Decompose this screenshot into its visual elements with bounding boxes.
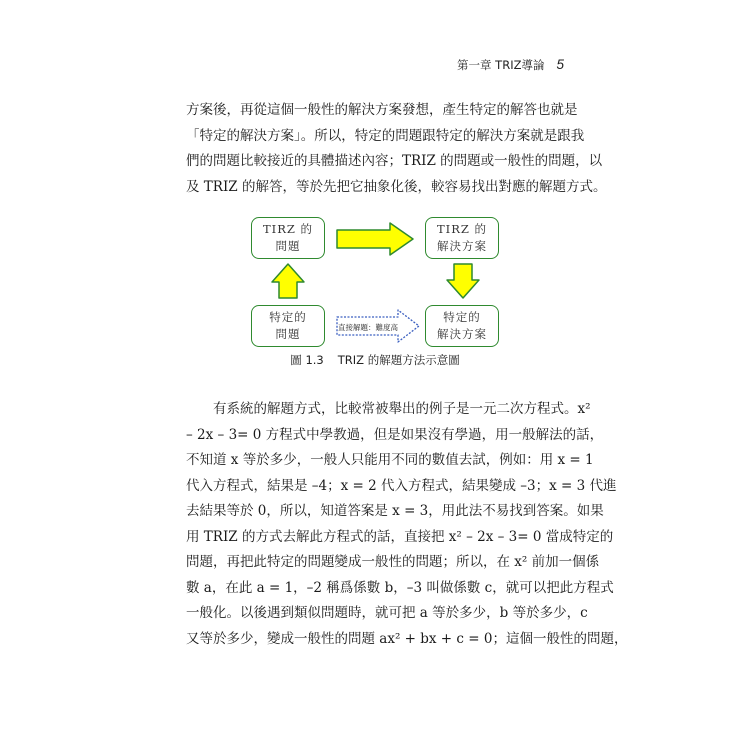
direct-solve-arrow-icon [336, 309, 420, 343]
paragraph-line: 及 TRIZ 的解答，等於先把它抽象化後，較容易找出對應的解題方式。 [186, 178, 607, 195]
paragraph-line: 數 a，在此 a = 1，–2 稱爲係數 b，–3 叫做係數 c，就可以把此方程式 [186, 579, 614, 596]
paragraph-line: 不知道 x 等於多少，一般人只能用不同的數值去試，例如：用 x = 1 [186, 452, 594, 468]
triz-solution-box [425, 217, 499, 259]
box-label-line2: 問題 [275, 239, 301, 253]
paragraph-line: 又等於多少，變成一般性的問題 ax² + bx + c = 0；這個一般性的問題， [186, 630, 628, 647]
box-label-line1: TIRZ 的 [262, 222, 314, 236]
direct-solve-label: 直接解題：難度高 [338, 323, 398, 332]
box-label-line2: 解決方案 [437, 327, 487, 341]
caption-text: TRIZ 的解題方法示意圖 [337, 353, 460, 367]
figure-caption [0, 352, 750, 368]
box-label-line1: 特定的 [269, 310, 307, 324]
specific-solution-box [425, 305, 499, 347]
paragraph-line: 一般化。以後遇到類似問題時，就可把 a 等於多少，b 等於多少，c [186, 605, 588, 621]
down-arrow-icon [446, 263, 480, 299]
page-number: 5 [556, 57, 564, 72]
paragraph-line: 代入方程式，結果是 –4；x = 2 代入方程式，結果變成 –3；x = 3 代進 [186, 477, 617, 494]
box-label-line1: TIRZ 的 [436, 222, 488, 236]
paragraph-line: 方案後，再從這個一般性的解決方案發想，產生特定的解答也就是 [186, 102, 578, 118]
paragraph-line: 「特定的解決方案」。所以，特定的問題跟特定的解決方案就是跟我 [186, 127, 585, 144]
caption-number: 圖 1.3 [290, 353, 324, 367]
chapter-title: 第一章 TRIZ導論 [457, 58, 545, 72]
paragraph-line: 問題，再把此特定的問題變成一般性的問題；所以，在 x² 前加一個係 [186, 554, 600, 570]
box-label-line2: 問題 [275, 327, 301, 341]
specific-problem-box [251, 305, 325, 347]
box-label-line2: 解決方案 [437, 239, 487, 253]
triz-problem-box [251, 217, 325, 259]
paragraph-line: 去結果等於 0，所以，知道答案是 x = 3，用此法不易找到答案。如果 [186, 503, 604, 519]
paragraph-line: 用 TRIZ 的方式去解此方程式的話，直接把 x² – 2x – 3= 0 當成特定的 [186, 528, 614, 545]
paragraph-line: 們的問題比較接近的具體描述內容；TRIZ 的問題或一般性的問題，以 [186, 153, 603, 169]
box-label-line1: 特定的 [443, 310, 481, 324]
paragraph-2 [186, 397, 628, 652]
up-arrow-icon [271, 263, 305, 299]
right-arrow-icon [336, 222, 414, 256]
running-header [457, 57, 564, 73]
paragraph-1 [186, 98, 607, 200]
paragraph-line: 有系統的解題方式，比較常被舉出的例子是一元二次方程式。x² [186, 401, 591, 417]
paragraph-line: – 2x – 3= 0 方程式中學教過，但是如果沒有學過，用一般解法的話， [186, 426, 604, 443]
